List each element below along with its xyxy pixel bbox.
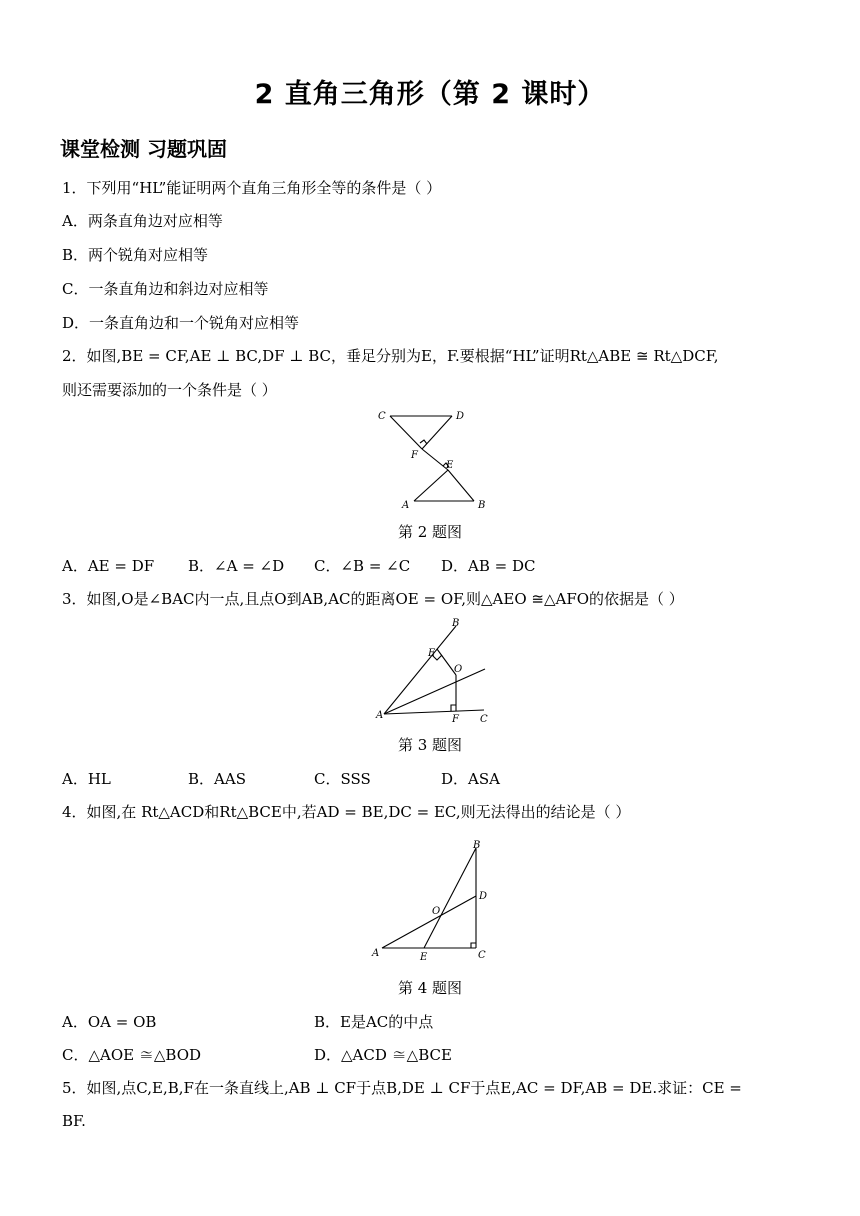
q2-label-f: F <box>411 450 418 461</box>
q2-option-b: B．∠A = ∠D <box>188 557 285 575</box>
q2-stem-line1: 2．如图,BE = CF,AE ⊥ BC,DF ⊥ BC，垂足分别为E，F.要根据“HL”证明Rt△ABE ≅ Rt△DCF, <box>62 347 719 365</box>
q3-caption: 第 3 题图 <box>397 736 463 754</box>
q3-label-b: B <box>452 618 460 629</box>
q2-option-d: D．AB = DC <box>441 557 536 575</box>
q3-option-a: A．HL <box>62 770 111 788</box>
q4-option-c: C．△AOE ≅△BOD <box>62 1046 202 1064</box>
q2-option-a: A．AE = DF <box>62 557 155 575</box>
q4-label-c: C <box>478 950 486 961</box>
q4-label-b: B <box>473 840 481 851</box>
q3-option-b: B．AAS <box>188 770 246 788</box>
q2-label-e: E <box>446 460 454 471</box>
q4-label-e: E <box>420 952 428 963</box>
q3-label-f: F <box>452 714 459 725</box>
q5-stem-line2: BF. <box>62 1112 86 1130</box>
q4-caption: 第 4 题图 <box>397 979 463 997</box>
q4-option-a: A．OA = OB <box>62 1013 157 1031</box>
q4-option-b: B．E是AC的中点 <box>314 1013 434 1031</box>
q3-label-o: O <box>454 664 463 675</box>
q5-stem-line1: 5．如图,点C,E,B,F在一条直线上,AB ⊥ CF于点B,DE ⊥ CF于点E,AC = DF,AB = DE.求证：CE = <box>62 1079 742 1097</box>
q2-label-d: D <box>456 411 465 422</box>
q3-figure <box>370 614 500 728</box>
q2-figure <box>370 404 500 516</box>
q4-label-d: D <box>479 891 488 902</box>
q4-label-o: O <box>432 906 441 917</box>
q3-label-c: C <box>480 714 488 725</box>
q2-label-a: A <box>402 500 410 511</box>
q2-label-b: B <box>478 500 486 511</box>
q2-label-c: C <box>378 411 386 422</box>
q3-label-e: E <box>428 648 436 659</box>
q1-option-a: A．两条直角边对应相等 <box>62 212 223 230</box>
q1-option-b: B．两个锐角对应相等 <box>62 246 209 264</box>
q1-stem: 1．下列用“HL”能证明两个直角三角形全等的条件是（ ） <box>62 179 442 197</box>
q3-option-d: D．ASA <box>441 770 500 788</box>
q3-label-a: A <box>376 710 384 721</box>
q1-option-d: D．一条直角边和一个锐角对应相等 <box>62 314 300 332</box>
page-title: 2 直角三角形（第 2 课时） <box>254 79 606 110</box>
q1-option-c: C．一条直角边和斜边对应相等 <box>62 280 269 298</box>
q2-stem-line2: 则还需要添加的一个条件是（ ） <box>62 381 277 399</box>
q4-figure <box>368 836 498 964</box>
q2-option-c: C．∠B = ∠C <box>314 557 411 575</box>
q4-option-d: D．△ACD ≅△BCE <box>314 1046 452 1064</box>
q2-caption: 第 2 题图 <box>397 523 463 541</box>
q4-label-a: A <box>372 948 380 959</box>
q4-stem: 4．如图,在 Rt△ACD和Rt△BCE中,若AD = BE,DC = EC,则无法得出的结论是（ ） <box>62 803 631 821</box>
section-heading: 课堂检测 习题巩固 <box>60 137 227 161</box>
q3-stem: 3．如图,O是∠BAC内一点,且点O到AB,AC的距离OE = OF,则△AEO ≅△AFO的依据是（ ） <box>62 590 684 608</box>
q3-option-c: C．SSS <box>314 770 371 788</box>
